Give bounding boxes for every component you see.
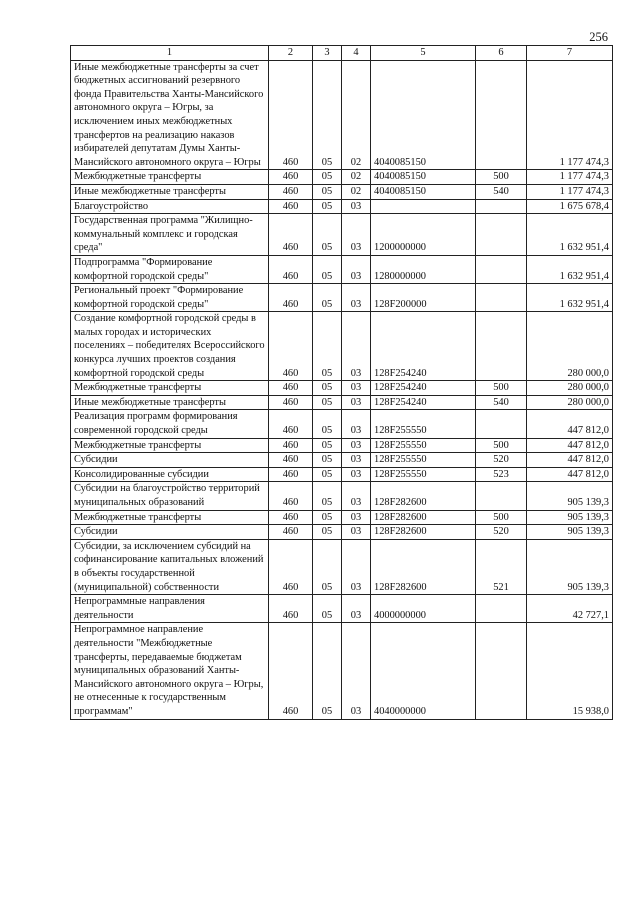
row-name-cell: Межбюджетные трансферты [71, 438, 269, 453]
subsection-code-cell: 03 [342, 623, 371, 719]
amount-cell: 1 177 474,3 [527, 184, 613, 199]
row-name-cell: Межбюджетные трансферты [71, 381, 269, 396]
amount-cell: 1 632 951,4 [527, 284, 613, 312]
expense-type-code-cell [476, 60, 527, 170]
section-code-cell: 05 [313, 623, 342, 719]
admin-code-cell: 460 [269, 395, 313, 410]
amount-cell: 905 139,3 [527, 510, 613, 525]
table-row [71, 184, 613, 199]
expense-type-code-cell [476, 312, 527, 381]
subsection-code-cell: 03 [342, 510, 371, 525]
table-row [71, 539, 613, 594]
table-row [71, 255, 613, 283]
row-name-cell: Иные межбюджетные трансферты [71, 395, 269, 410]
admin-code-cell: 460 [269, 410, 313, 438]
row-name-cell: Подпрограмма "Формирование комфортной городской среды" [71, 255, 269, 283]
admin-code-cell: 460 [269, 214, 313, 256]
expense-type-code-cell: 520 [476, 453, 527, 468]
target-item-code-cell: 128F255550 [371, 453, 476, 468]
row-name-cell: Создание комфортной городской среды в малых городах и исторических поселениях – победителях Всероссийского конкурса лучших проектов создания комфортной городской среды [71, 312, 269, 381]
expense-type-code-cell [476, 410, 527, 438]
section-code-cell: 05 [313, 410, 342, 438]
admin-code-cell: 460 [269, 284, 313, 312]
subsection-code-cell: 03 [342, 381, 371, 396]
subsection-code-cell: 03 [342, 199, 371, 214]
target-item-code-cell: 4040085150 [371, 184, 476, 199]
target-item-code-cell [371, 199, 476, 214]
table-row [71, 410, 613, 438]
subsection-code-cell: 03 [342, 539, 371, 594]
amount-cell: 15 938,0 [527, 623, 613, 719]
section-code-cell: 05 [313, 381, 342, 396]
target-item-code-cell: 128F255550 [371, 438, 476, 453]
section-code-cell: 05 [313, 60, 342, 170]
target-item-code-cell: 4040085150 [371, 170, 476, 185]
row-name-cell: Субсидии [71, 525, 269, 540]
expense-type-code-cell: 540 [476, 184, 527, 199]
amount-cell: 1 177 474,3 [527, 170, 613, 185]
target-item-code-cell: 128F200000 [371, 284, 476, 312]
subsection-code-cell: 03 [342, 395, 371, 410]
table-row [71, 381, 613, 396]
table-row [71, 467, 613, 482]
section-code-cell: 05 [313, 284, 342, 312]
column-header: 1 [71, 46, 269, 61]
section-code-cell: 05 [313, 467, 342, 482]
table-row [71, 595, 613, 623]
amount-cell: 1 675 678,4 [527, 199, 613, 214]
column-header: 5 [371, 46, 476, 61]
subsection-code-cell: 03 [342, 525, 371, 540]
admin-code-cell: 460 [269, 525, 313, 540]
column-header: 7 [527, 46, 613, 61]
subsection-code-cell: 02 [342, 60, 371, 170]
section-code-cell: 05 [313, 595, 342, 623]
target-item-code-cell: 128F282600 [371, 482, 476, 510]
subsection-code-cell: 03 [342, 312, 371, 381]
subsection-code-cell: 03 [342, 410, 371, 438]
amount-cell: 1 632 951,4 [527, 255, 613, 283]
subsection-code-cell: 03 [342, 453, 371, 468]
subsection-code-cell: 02 [342, 170, 371, 185]
amount-cell: 447 812,0 [527, 410, 613, 438]
expense-type-code-cell: 521 [476, 539, 527, 594]
row-name-cell: Непрограммные направления деятельности [71, 595, 269, 623]
admin-code-cell: 460 [269, 312, 313, 381]
section-code-cell: 05 [313, 525, 342, 540]
admin-code-cell: 460 [269, 482, 313, 510]
table-row [71, 170, 613, 185]
section-code-cell: 05 [313, 214, 342, 256]
subsection-code-cell: 03 [342, 255, 371, 283]
row-name-cell: Иные межбюджетные трансферты [71, 184, 269, 199]
expense-type-code-cell: 500 [476, 438, 527, 453]
table-row [71, 199, 613, 214]
target-item-code-cell: 128F255550 [371, 410, 476, 438]
row-name-cell: Консолидированные субсидии [71, 467, 269, 482]
admin-code-cell: 460 [269, 438, 313, 453]
section-code-cell: 05 [313, 539, 342, 594]
section-code-cell: 05 [313, 255, 342, 283]
table-row [71, 525, 613, 540]
amount-cell: 1 632 951,4 [527, 214, 613, 256]
target-item-code-cell: 1280000000 [371, 255, 476, 283]
row-name-cell: Иные межбюджетные трансферты за счет бюджетных ассигнований резервного фонда Правительства Ханты-Мансийского автономного округа – Югры, за исключением иных межбюджетных трансфертов на реализацию наказов избирателей депутатам Думы Ханты-Мансийского автономного округа – Югры [71, 60, 269, 170]
admin-code-cell: 460 [269, 170, 313, 185]
table-row [71, 482, 613, 510]
table-row [71, 284, 613, 312]
admin-code-cell: 460 [269, 381, 313, 396]
admin-code-cell: 460 [269, 595, 313, 623]
amount-cell: 905 139,3 [527, 539, 613, 594]
subsection-code-cell: 03 [342, 467, 371, 482]
admin-code-cell: 460 [269, 199, 313, 214]
section-code-cell: 05 [313, 482, 342, 510]
row-name-cell: Непрограммное направление деятельности "Межбюджетные трансферты, передаваемые бюджетам муниципальных образований Ханты-Мансийского автономного округа – Югры, не отнесенные к государственным программам" [71, 623, 269, 719]
admin-code-cell: 460 [269, 453, 313, 468]
expense-type-code-cell [476, 623, 527, 719]
row-name-cell: Субсидии на благоустройство территорий муниципальных образований [71, 482, 269, 510]
row-name-cell: Благоустройство [71, 199, 269, 214]
subsection-code-cell: 03 [342, 284, 371, 312]
row-name-cell: Субсидии [71, 453, 269, 468]
column-header: 6 [476, 46, 527, 61]
expense-type-code-cell [476, 199, 527, 214]
table-row [71, 395, 613, 410]
target-item-code-cell: 4040085150 [371, 60, 476, 170]
row-name-cell: Региональный проект "Формирование комфортной городской среды" [71, 284, 269, 312]
amount-cell: 280 000,0 [527, 381, 613, 396]
expense-type-code-cell: 500 [476, 170, 527, 185]
row-name-cell: Межбюджетные трансферты [71, 510, 269, 525]
subsection-code-cell: 03 [342, 214, 371, 256]
subsection-code-cell: 03 [342, 595, 371, 623]
page-number: 256 [589, 30, 608, 44]
table-row [71, 438, 613, 453]
column-header: 4 [342, 46, 371, 61]
expense-type-code-cell [476, 482, 527, 510]
target-item-code-cell: 4040000000 [371, 623, 476, 719]
expense-type-code-cell [476, 595, 527, 623]
amount-cell: 42 727,1 [527, 595, 613, 623]
expense-type-code-cell [476, 214, 527, 256]
section-code-cell: 05 [313, 199, 342, 214]
expense-type-code-cell: 500 [476, 381, 527, 396]
row-name-cell: Межбюджетные трансферты [71, 170, 269, 185]
section-code-cell: 05 [313, 395, 342, 410]
section-code-cell: 05 [313, 170, 342, 185]
amount-cell: 280 000,0 [527, 395, 613, 410]
target-item-code-cell: 128F282600 [371, 539, 476, 594]
header-row [71, 46, 613, 61]
section-code-cell: 05 [313, 312, 342, 381]
amount-cell: 1 177 474,3 [527, 60, 613, 170]
target-item-code-cell: 128F254240 [371, 395, 476, 410]
section-code-cell: 05 [313, 184, 342, 199]
table-row [71, 623, 613, 719]
row-name-cell: Государственная программа "Жилищно-коммунальный комплекс и городская среда" [71, 214, 269, 256]
amount-cell: 905 139,3 [527, 525, 613, 540]
target-item-code-cell: 128F254240 [371, 381, 476, 396]
admin-code-cell: 460 [269, 623, 313, 719]
section-code-cell: 05 [313, 438, 342, 453]
admin-code-cell: 460 [269, 539, 313, 594]
amount-cell: 447 812,0 [527, 467, 613, 482]
target-item-code-cell: 128F282600 [371, 525, 476, 540]
table-row [71, 510, 613, 525]
admin-code-cell: 460 [269, 184, 313, 199]
admin-code-cell: 460 [269, 510, 313, 525]
amount-cell: 447 812,0 [527, 438, 613, 453]
column-header: 3 [313, 46, 342, 61]
row-name-cell: Реализация программ формирования современной городской среды [71, 410, 269, 438]
subsection-code-cell: 03 [342, 482, 371, 510]
row-name-cell: Субсидии, за исключением субсидий на софинансирование капитальных вложений в объекты государственной (муниципальной) собственности [71, 539, 269, 594]
target-item-code-cell: 128F255550 [371, 467, 476, 482]
table-row [71, 312, 613, 381]
section-code-cell: 05 [313, 510, 342, 525]
admin-code-cell: 460 [269, 255, 313, 283]
target-item-code-cell: 128F254240 [371, 312, 476, 381]
expense-type-code-cell [476, 284, 527, 312]
table-row [71, 453, 613, 468]
expense-type-code-cell: 540 [476, 395, 527, 410]
admin-code-cell: 460 [269, 60, 313, 170]
subsection-code-cell: 02 [342, 184, 371, 199]
target-item-code-cell: 128F282600 [371, 510, 476, 525]
table-row [71, 60, 613, 170]
amount-cell: 447 812,0 [527, 453, 613, 468]
column-header: 2 [269, 46, 313, 61]
amount-cell: 280 000,0 [527, 312, 613, 381]
expense-type-code-cell [476, 255, 527, 283]
expense-type-code-cell: 500 [476, 510, 527, 525]
table-body [71, 60, 613, 719]
subsection-code-cell: 03 [342, 438, 371, 453]
amount-cell: 905 139,3 [527, 482, 613, 510]
expense-type-code-cell: 520 [476, 525, 527, 540]
expense-type-code-cell: 523 [476, 467, 527, 482]
target-item-code-cell: 4000000000 [371, 595, 476, 623]
admin-code-cell: 460 [269, 467, 313, 482]
target-item-code-cell: 1200000000 [371, 214, 476, 256]
table-row [71, 214, 613, 256]
section-code-cell: 05 [313, 453, 342, 468]
budget-table [70, 45, 613, 720]
